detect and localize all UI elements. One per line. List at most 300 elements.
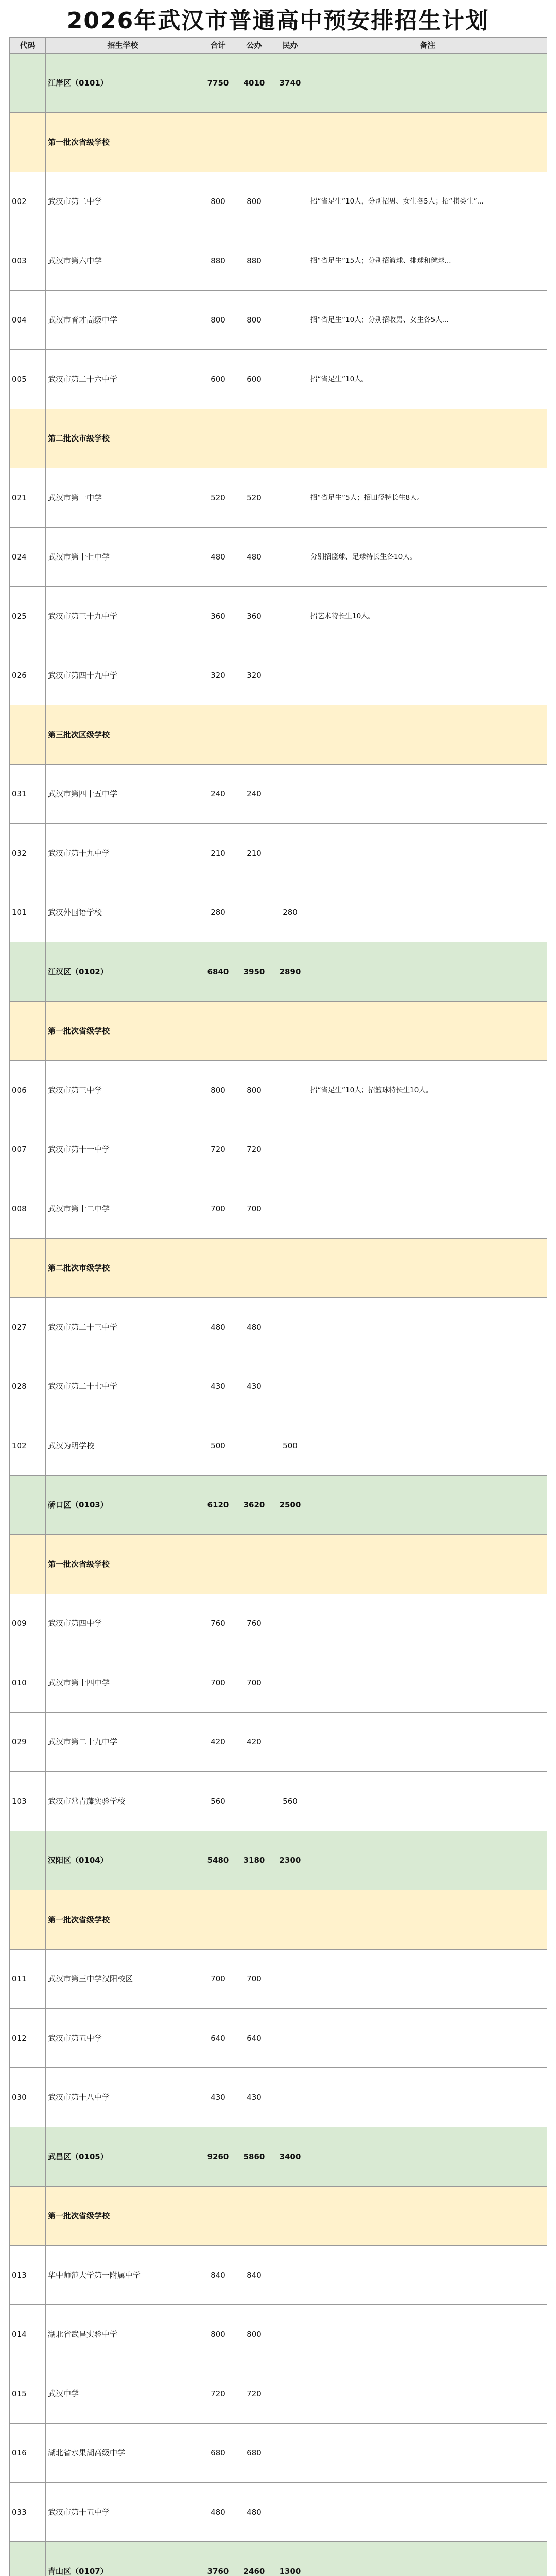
table-row [10, 587, 547, 646]
table-cell: 湖北省武昌实验中学 [46, 2305, 200, 2364]
table-cell: 430 [200, 1357, 236, 1416]
table-cell [272, 1061, 308, 1120]
table-cell [236, 409, 272, 468]
batch-header-row [10, 113, 547, 172]
table-cell: 480 [200, 528, 236, 587]
table-cell [272, 2068, 308, 2127]
batch-header-row [10, 705, 547, 765]
table-cell [200, 705, 236, 765]
table-cell: 520 [236, 468, 272, 528]
table-cell: 011 [10, 1950, 46, 2009]
table-cell [308, 2542, 547, 2576]
table-cell [236, 883, 272, 942]
table-row [10, 2483, 547, 2542]
table-row [10, 1179, 547, 1239]
table-cell: 210 [236, 824, 272, 883]
table-cell: 480 [200, 1298, 236, 1357]
table-cell [272, 468, 308, 528]
table-row [10, 1772, 547, 1831]
table-cell: 010 [10, 1653, 46, 1713]
table-cell: 210 [200, 824, 236, 883]
table-cell [272, 1298, 308, 1357]
table-cell: 6120 [200, 1476, 236, 1535]
district-row [10, 2127, 547, 2187]
table-cell: 3760 [200, 2542, 236, 2576]
table-cell [272, 1950, 308, 2009]
batch-header-row [10, 1890, 547, 1950]
table-row [10, 765, 547, 824]
table-cell [10, 2187, 46, 2246]
table-cell: 102 [10, 1416, 46, 1476]
table-cell [308, 54, 547, 113]
table-cell [10, 113, 46, 172]
row-label: 第二批次市级学校 [46, 409, 200, 468]
table-cell: 560 [272, 1772, 308, 1831]
table-row [10, 646, 547, 705]
table-cell: 800 [236, 1061, 272, 1120]
row-label: 第二批次市级学校 [46, 1239, 200, 1298]
column-header: 合计 [200, 38, 236, 54]
table-cell: 640 [236, 2009, 272, 2068]
table-cell [308, 2187, 547, 2246]
table-cell: 招“省足生”10人；分别招收男、女生各5人... [308, 291, 547, 350]
table-cell [308, 1357, 547, 1416]
table-cell: 840 [236, 2246, 272, 2305]
table-cell [308, 113, 547, 172]
table-cell: 430 [236, 1357, 272, 1416]
table-cell: 600 [200, 350, 236, 409]
table-cell: 武汉市第二十六中学 [46, 350, 200, 409]
table-row [10, 1653, 547, 1713]
table-cell: 3620 [236, 1476, 272, 1535]
row-label: 江岸区（0101） [46, 54, 200, 113]
table-cell: 分别招篮球、足球特长生各10人。 [308, 528, 547, 587]
table-cell: 027 [10, 1298, 46, 1357]
batch-header-row [10, 1535, 547, 1594]
table-cell: 3950 [236, 942, 272, 1002]
table-cell: 5480 [200, 1831, 236, 1890]
table-cell: 840 [200, 2246, 236, 2305]
table-cell: 480 [236, 1298, 272, 1357]
table-cell: 6840 [200, 942, 236, 1002]
table-cell [10, 705, 46, 765]
table-cell: 009 [10, 1594, 46, 1653]
table-cell [308, 1476, 547, 1535]
table-cell [308, 2483, 547, 2542]
table-cell: 103 [10, 1772, 46, 1831]
table-cell [10, 942, 46, 1002]
table-cell: 028 [10, 1357, 46, 1416]
table-cell: 880 [200, 231, 236, 291]
table-cell: 720 [200, 2364, 236, 2424]
table-cell: 招“省足生”5人；招田径特长生8人。 [308, 468, 547, 528]
table-cell [272, 2364, 308, 2424]
table-cell: 360 [236, 587, 272, 646]
table-cell: 武汉中学 [46, 2364, 200, 2424]
table-cell: 520 [200, 468, 236, 528]
table-cell [272, 587, 308, 646]
table-cell [308, 2424, 547, 2483]
district-row [10, 942, 547, 1002]
district-row [10, 2542, 547, 2576]
row-label: 青山区（0107） [46, 2542, 200, 2576]
table-cell [308, 1713, 547, 1772]
table-cell: 招“省足生”15人；分别招篮球、排球和毽球... [308, 231, 547, 291]
table-cell [272, 1713, 308, 1772]
table-cell [10, 1239, 46, 1298]
table-cell: 武汉市第一中学 [46, 468, 200, 528]
table-cell: 002 [10, 172, 46, 231]
column-header: 备注 [308, 38, 547, 54]
table-cell: 武汉市第二十三中学 [46, 1298, 200, 1357]
table-cell: 025 [10, 587, 46, 646]
row-label: 汉阳区（0104） [46, 1831, 200, 1890]
row-label: 武昌区（0105） [46, 2127, 200, 2187]
batch-header-row [10, 1239, 547, 1298]
table-cell: 280 [200, 883, 236, 942]
table-cell: 700 [236, 1179, 272, 1239]
table-cell [10, 2127, 46, 2187]
table-cell: 016 [10, 2424, 46, 2483]
column-header: 公办 [236, 38, 272, 54]
table-cell [308, 2305, 547, 2364]
table-cell [272, 2424, 308, 2483]
table-cell [308, 409, 547, 468]
table-cell: 430 [200, 2068, 236, 2127]
row-label: 第一批次省级学校 [46, 113, 200, 172]
table-cell: 武汉市第十九中学 [46, 824, 200, 883]
table-cell: 武汉市第六中学 [46, 231, 200, 291]
table-cell: 2890 [272, 942, 308, 1002]
table-row [10, 172, 547, 231]
table-cell: 武汉为明学校 [46, 1416, 200, 1476]
table-cell [308, 883, 547, 942]
table-row [10, 1357, 547, 1416]
table-cell: 880 [236, 231, 272, 291]
table-cell [308, 942, 547, 1002]
table-cell [200, 113, 236, 172]
table-row [10, 350, 547, 409]
table-cell: 720 [200, 1120, 236, 1179]
batch-header-row [10, 1002, 547, 1061]
table-cell: 003 [10, 231, 46, 291]
table-cell [272, 1179, 308, 1239]
table-cell [308, 646, 547, 705]
table-cell: 800 [200, 1061, 236, 1120]
page-title: 2026年武汉市普通高中预安排招生计划 [66, 8, 490, 34]
table-cell [236, 1890, 272, 1950]
table-cell [236, 113, 272, 172]
district-row [10, 54, 547, 113]
table-cell: 2500 [272, 1476, 308, 1535]
column-header: 招生学校 [46, 38, 200, 54]
table-cell: 021 [10, 468, 46, 528]
table-cell: 280 [272, 883, 308, 942]
table-cell: 430 [236, 2068, 272, 2127]
table-cell: 招“省足生”10人，分别招男、女生各5人；招“棋类生”... [308, 172, 547, 231]
table-cell: 800 [200, 291, 236, 350]
row-label: 第三批次区级学校 [46, 705, 200, 765]
table-cell [200, 2187, 236, 2246]
table-cell: 700 [236, 1653, 272, 1713]
row-label: 硚口区（0103） [46, 1476, 200, 1535]
table-cell: 500 [272, 1416, 308, 1476]
table-cell [272, 172, 308, 231]
table-cell: 武汉市第十二中学 [46, 1179, 200, 1239]
table-cell [272, 1535, 308, 1594]
table-cell [308, 1772, 547, 1831]
table-row [10, 1416, 547, 1476]
table-cell: 026 [10, 646, 46, 705]
table-cell: 招“省足生”10人；招篮球特长生10人。 [308, 1061, 547, 1120]
row-label: 第一批次省级学校 [46, 1890, 200, 1950]
table-body [10, 54, 547, 2576]
table-cell: 武汉市第四中学 [46, 1594, 200, 1653]
table-cell: 4010 [236, 54, 272, 113]
table-cell [10, 1890, 46, 1950]
table-cell [308, 1120, 547, 1179]
table-cell [308, 1950, 547, 2009]
table-cell [308, 2009, 547, 2068]
table-cell [10, 1831, 46, 1890]
table-cell: 武汉市第三十九中学 [46, 587, 200, 646]
table-cell: 3740 [272, 54, 308, 113]
table-row [10, 2424, 547, 2483]
table-cell [308, 2364, 547, 2424]
table-cell: 700 [200, 1179, 236, 1239]
table-cell: 720 [236, 1120, 272, 1179]
table-row [10, 883, 547, 942]
table-cell: 480 [236, 2483, 272, 2542]
table-cell: 武汉市第五中学 [46, 2009, 200, 2068]
column-header: 代码 [10, 38, 46, 54]
table-cell [308, 1298, 547, 1357]
table-cell: 武汉市第十七中学 [46, 528, 200, 587]
table-cell [200, 1239, 236, 1298]
table-cell: 武汉市第二十九中学 [46, 1713, 200, 1772]
table-cell [272, 1120, 308, 1179]
table-cell: 3400 [272, 2127, 308, 2187]
table-cell [200, 1002, 236, 1061]
table-cell [236, 1002, 272, 1061]
table-cell: 013 [10, 2246, 46, 2305]
table-cell: 800 [200, 172, 236, 231]
table-cell: 800 [236, 172, 272, 231]
table-cell: 800 [200, 2305, 236, 2364]
table-cell [308, 1594, 547, 1653]
table-cell [272, 1357, 308, 1416]
table-cell: 029 [10, 1713, 46, 1772]
table-cell: 7750 [200, 54, 236, 113]
table-row [10, 1713, 547, 1772]
table-cell: 武汉市第四十九中学 [46, 646, 200, 705]
table-cell [272, 350, 308, 409]
table-cell [10, 2542, 46, 2576]
table-cell [272, 291, 308, 350]
table-cell: 武汉外国语学校 [46, 883, 200, 942]
table-cell [200, 1535, 236, 1594]
table-cell: 024 [10, 528, 46, 587]
table-cell: 101 [10, 883, 46, 942]
table-cell [308, 1831, 547, 1890]
table-cell: 030 [10, 2068, 46, 2127]
table-cell: 420 [200, 1713, 236, 1772]
table-row [10, 1594, 547, 1653]
table-cell [236, 1535, 272, 1594]
table-cell: 700 [200, 1653, 236, 1713]
district-row [10, 1831, 547, 1890]
table-cell: 1300 [272, 2542, 308, 2576]
table-row [10, 231, 547, 291]
table-cell: 480 [236, 528, 272, 587]
table-cell: 9260 [200, 2127, 236, 2187]
table-cell: 700 [200, 1950, 236, 2009]
table-cell [272, 2009, 308, 2068]
district-row [10, 1476, 547, 1535]
table-cell [272, 2187, 308, 2246]
table-header-row [10, 38, 547, 54]
table-cell: 320 [200, 646, 236, 705]
table-cell [308, 765, 547, 824]
table-cell [236, 1772, 272, 1831]
table-row [10, 2068, 547, 2127]
batch-header-row [10, 2187, 547, 2246]
table-cell [272, 1002, 308, 1061]
table-cell: 015 [10, 2364, 46, 2424]
table-cell [308, 1239, 547, 1298]
table-cell: 014 [10, 2305, 46, 2364]
table-cell: 2300 [272, 1831, 308, 1890]
table-cell [272, 765, 308, 824]
table-cell: 武汉市第三中学 [46, 1061, 200, 1120]
table-cell [308, 2246, 547, 2305]
table-cell [272, 1653, 308, 1713]
table-cell: 武汉市第四十五中学 [46, 765, 200, 824]
row-label: 江汉区（0102） [46, 942, 200, 1002]
table-cell: 800 [236, 2305, 272, 2364]
table-row [10, 468, 547, 528]
table-cell [200, 1890, 236, 1950]
table-cell: 006 [10, 1061, 46, 1120]
table-cell [272, 409, 308, 468]
table-row [10, 1950, 547, 2009]
table-row [10, 1061, 547, 1120]
table-cell [308, 705, 547, 765]
enrollment-plan-table [9, 37, 547, 2576]
table-cell: 033 [10, 2483, 46, 2542]
table-cell: 2460 [236, 2542, 272, 2576]
table-cell: 700 [236, 1950, 272, 2009]
table-cell: 5860 [236, 2127, 272, 2187]
table-cell [10, 1476, 46, 1535]
table-cell: 武汉市第二中学 [46, 172, 200, 231]
row-label: 第一批次省级学校 [46, 1535, 200, 1594]
table-cell [236, 1416, 272, 1476]
table-cell [236, 2187, 272, 2246]
table-cell: 032 [10, 824, 46, 883]
table-cell [236, 705, 272, 765]
table-cell: 华中师范大学第一附属中学 [46, 2246, 200, 2305]
table-row [10, 2364, 547, 2424]
table-cell: 420 [236, 1713, 272, 1772]
table-cell [272, 2246, 308, 2305]
table-cell: 武汉市第十一中学 [46, 1120, 200, 1179]
table-cell [272, 1594, 308, 1653]
table-cell: 012 [10, 2009, 46, 2068]
table-cell [308, 1179, 547, 1239]
table-cell: 武汉市第十四中学 [46, 1653, 200, 1713]
table-cell: 005 [10, 350, 46, 409]
table-cell: 武汉市第二十七中学 [46, 1357, 200, 1416]
table-cell [308, 2068, 547, 2127]
table-cell: 240 [200, 765, 236, 824]
table-cell [272, 2305, 308, 2364]
table-cell [308, 1890, 547, 1950]
table-cell [272, 2483, 308, 2542]
table-cell [272, 113, 308, 172]
table-cell [10, 1535, 46, 1594]
table-cell: 240 [236, 765, 272, 824]
table-cell [272, 824, 308, 883]
table-cell [272, 646, 308, 705]
row-label: 第一批次省级学校 [46, 2187, 200, 2246]
table-cell [10, 54, 46, 113]
table-cell: 武汉市常青藤实验学校 [46, 1772, 200, 1831]
table-row [10, 2009, 547, 2068]
table-cell: 武汉市第十八中学 [46, 2068, 200, 2127]
table-cell: 360 [200, 587, 236, 646]
table-cell: 760 [236, 1594, 272, 1653]
table-cell: 招艺术特长生10人。 [308, 587, 547, 646]
table-cell: 武汉市第三中学汉阳校区 [46, 1950, 200, 2009]
table-cell [236, 1239, 272, 1298]
table-cell [10, 1002, 46, 1061]
table-cell: 320 [236, 646, 272, 705]
table-cell [308, 1416, 547, 1476]
table-cell: 湖北省水果湖高级中学 [46, 2424, 200, 2483]
table-cell [10, 409, 46, 468]
table-row [10, 1120, 547, 1179]
table-cell: 800 [236, 291, 272, 350]
table-cell [308, 824, 547, 883]
table-row [10, 1298, 547, 1357]
batch-header-row [10, 409, 547, 468]
table-cell: 武汉市第十五中学 [46, 2483, 200, 2542]
table-row [10, 291, 547, 350]
column-header: 民办 [272, 38, 308, 54]
table-cell [272, 528, 308, 587]
table-cell: 031 [10, 765, 46, 824]
table-cell: 004 [10, 291, 46, 350]
table-cell: 600 [236, 350, 272, 409]
table-row [10, 2305, 547, 2364]
table-cell: 760 [200, 1594, 236, 1653]
table-row [10, 2246, 547, 2305]
table-cell [272, 1239, 308, 1298]
table-row [10, 528, 547, 587]
table-cell [308, 2127, 547, 2187]
table-cell [308, 1653, 547, 1713]
table-cell: 560 [200, 1772, 236, 1831]
table-cell: 武汉市育才高级中学 [46, 291, 200, 350]
table-cell [308, 1002, 547, 1061]
table-cell: 008 [10, 1179, 46, 1239]
row-label: 第一批次省级学校 [46, 1002, 200, 1061]
table-cell [308, 1535, 547, 1594]
table-cell: 640 [200, 2009, 236, 2068]
table-cell: 680 [236, 2424, 272, 2483]
table-cell: 500 [200, 1416, 236, 1476]
